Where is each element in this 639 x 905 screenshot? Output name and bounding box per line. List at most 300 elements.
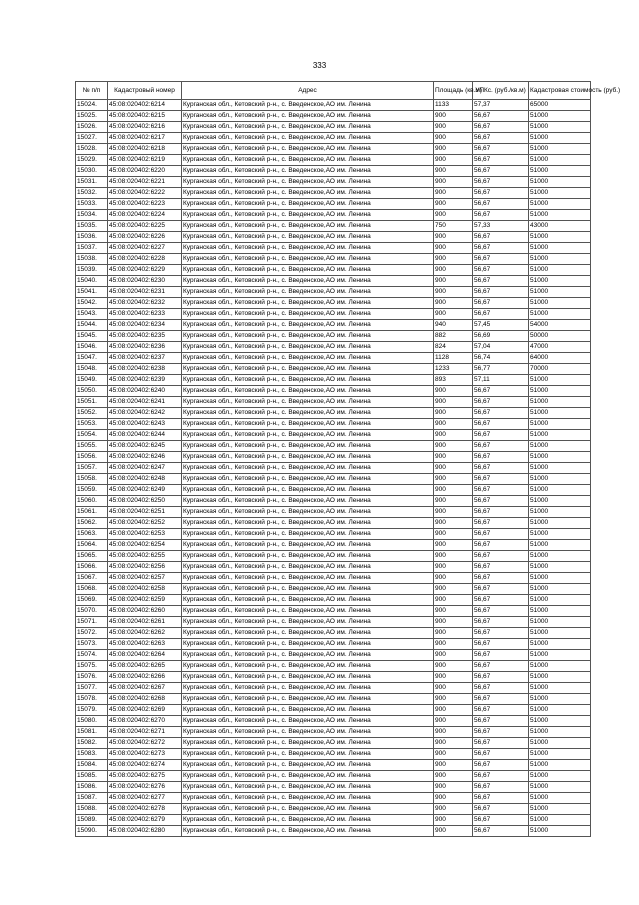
upks-cell: 56,67 (473, 584, 529, 595)
upks-cell: 56,67 (473, 496, 529, 507)
cadastral-value-cell: 65000 (529, 100, 591, 111)
address-cell: Курганская обл., Кетовский р-н., с. Введенское,АО им. Ленина (182, 716, 434, 727)
table-row (76, 452, 591, 463)
upks-cell: 56,67 (473, 419, 529, 430)
address-cell: Курганская обл., Кетовский р-н., с. Введенское,АО им. Ленина (182, 320, 434, 331)
cadastral-value-cell: 51000 (529, 430, 591, 441)
address-cell: Курганская обл., Кетовский р-н., с. Введенское,АО им. Ленина (182, 155, 434, 166)
row-num-cell: 15043. (76, 309, 108, 320)
cadastral-number-cell: 45:08:020402:6247 (108, 463, 182, 474)
row-num-cell: 15058. (76, 474, 108, 485)
cadastral-value-cell: 51000 (529, 749, 591, 760)
area-cell: 900 (434, 606, 473, 617)
address-cell: Курганская обл., Кетовский р-н., с. Введенское,АО им. Ленина (182, 221, 434, 232)
cadastral-value-cell: 51000 (529, 485, 591, 496)
cadastral-value-cell: 51000 (529, 683, 591, 694)
table-row (76, 672, 591, 683)
table-row (76, 815, 591, 826)
upks-cell: 56,67 (473, 452, 529, 463)
address-cell: Курганская обл., Кетовский р-н., с. Введенское,АО им. Ленина (182, 100, 434, 111)
address-cell: Курганская обл., Кетовский р-н., с. Введенское,АО им. Ленина (182, 254, 434, 265)
address-cell: Курганская обл., Кетовский р-н., с. Введенское,АО им. Ленина (182, 265, 434, 276)
area-cell: 900 (434, 430, 473, 441)
address-cell: Курганская обл., Кетовский р-н., с. Введенское,АО им. Ленина (182, 672, 434, 683)
table-row (76, 221, 591, 232)
row-num-cell: 15089. (76, 815, 108, 826)
cadastral-value-cell: 51000 (529, 628, 591, 639)
area-cell: 900 (434, 265, 473, 276)
cadastral-number-cell: 45:08:020402:6266 (108, 672, 182, 683)
row-num-cell: 15076. (76, 672, 108, 683)
row-num-cell: 15035. (76, 221, 108, 232)
upks-cell: 56,67 (473, 749, 529, 760)
table-row (76, 826, 591, 837)
cadastral-number-cell: 45:08:020402:6256 (108, 562, 182, 573)
address-cell: Курганская обл., Кетовский р-н., с. Введенское,АО им. Ленина (182, 331, 434, 342)
table-row (76, 364, 591, 375)
table-row (76, 144, 591, 155)
address-cell: Курганская обл., Кетовский р-н., с. Введенское,АО им. Ленина (182, 727, 434, 738)
upks-cell: 56,67 (473, 155, 529, 166)
cadastral-number-cell: 45:08:020402:6245 (108, 441, 182, 452)
area-cell: 900 (434, 661, 473, 672)
table-row (76, 342, 591, 353)
address-cell: Курганская обл., Кетовский р-н., с. Введенское,АО им. Ленина (182, 650, 434, 661)
cadastral-number-cell: 45:08:020402:6241 (108, 397, 182, 408)
row-num-cell: 15078. (76, 694, 108, 705)
area-cell: 900 (434, 793, 473, 804)
row-num-cell: 15075. (76, 661, 108, 672)
upks-cell: 56,67 (473, 628, 529, 639)
cadastral-number-cell: 45:08:020402:6280 (108, 826, 182, 837)
cadastral-value-cell: 51000 (529, 716, 591, 727)
area-cell: 900 (434, 254, 473, 265)
table-row (76, 760, 591, 771)
row-num-cell: 15088. (76, 804, 108, 815)
cadastral-number-cell: 45:08:020402:6255 (108, 551, 182, 562)
row-num-cell: 15038. (76, 254, 108, 265)
cadastral-number-cell: 45:08:020402:6267 (108, 683, 182, 694)
table-row (76, 584, 591, 595)
header-address: Адрес (182, 82, 434, 100)
row-num-cell: 15060. (76, 496, 108, 507)
table-row (76, 265, 591, 276)
cadastral-number-cell: 45:08:020402:6222 (108, 188, 182, 199)
address-cell: Курганская обл., Кетовский р-н., с. Введенское,АО им. Ленина (182, 364, 434, 375)
cadastral-value-cell: 51000 (529, 760, 591, 771)
address-cell: Курганская обл., Кетовский р-н., с. Введенское,АО им. Ленина (182, 232, 434, 243)
cadastral-number-cell: 45:08:020402:6249 (108, 485, 182, 496)
table-row (76, 100, 591, 111)
row-num-cell: 15073. (76, 639, 108, 650)
cadastral-number-cell: 45:08:020402:6229 (108, 265, 182, 276)
cadastral-number-cell: 45:08:020402:6233 (108, 309, 182, 320)
table-row (76, 474, 591, 485)
area-cell: 900 (434, 419, 473, 430)
address-cell: Курганская обл., Кетовский р-н., с. Введенское,АО им. Ленина (182, 694, 434, 705)
area-cell: 900 (434, 210, 473, 221)
cadastral-value-cell: 64000 (529, 353, 591, 364)
address-cell: Курганская обл., Кетовский р-н., с. Введенское,АО им. Ленина (182, 683, 434, 694)
row-num-cell: 15054. (76, 430, 108, 441)
area-cell: 824 (434, 342, 473, 353)
cadastral-value-cell: 51000 (529, 562, 591, 573)
cadastral-number-cell: 45:08:020402:6271 (108, 727, 182, 738)
upks-cell: 56,67 (473, 243, 529, 254)
row-num-cell: 15072. (76, 628, 108, 639)
upks-cell: 56,67 (473, 518, 529, 529)
address-cell: Курганская обл., Кетовский р-н., с. Введенское,АО им. Ленина (182, 419, 434, 430)
cadastral-number-cell: 45:08:020402:6219 (108, 155, 182, 166)
area-cell: 893 (434, 375, 473, 386)
row-num-cell: 15080. (76, 716, 108, 727)
upks-cell: 56,67 (473, 430, 529, 441)
area-cell: 900 (434, 122, 473, 133)
cadastral-value-cell: 51000 (529, 298, 591, 309)
cadastral-value-cell: 51000 (529, 243, 591, 254)
table-row (76, 441, 591, 452)
upks-cell: 56,67 (473, 716, 529, 727)
upks-cell: 56,67 (473, 573, 529, 584)
area-cell: 900 (434, 782, 473, 793)
table-row (76, 573, 591, 584)
table-row (76, 705, 591, 716)
header-cadastral-value: Кадастровая стоимость (руб.) (529, 82, 591, 100)
area-cell: 900 (434, 496, 473, 507)
row-num-cell: 15077. (76, 683, 108, 694)
address-cell: Курганская обл., Кетовский р-н., с. Введенское,АО им. Ленина (182, 210, 434, 221)
cadastral-number-cell: 45:08:020402:6215 (108, 111, 182, 122)
cadastral-number-cell: 45:08:020402:6232 (108, 298, 182, 309)
table-row (76, 804, 591, 815)
cadastral-value-cell: 51000 (529, 804, 591, 815)
table-row (76, 243, 591, 254)
upks-cell: 57,11 (473, 375, 529, 386)
upks-cell: 56,67 (473, 683, 529, 694)
cadastral-number-cell: 45:08:020402:6273 (108, 749, 182, 760)
row-num-cell: 15033. (76, 199, 108, 210)
address-cell: Курганская обл., Кетовский р-н., с. Введенское,АО им. Ленина (182, 518, 434, 529)
address-cell: Курганская обл., Кетовский р-н., с. Введенское,АО им. Ленина (182, 298, 434, 309)
table-row (76, 650, 591, 661)
cadastral-number-cell: 45:08:020402:6278 (108, 804, 182, 815)
cadastral-value-cell: 51000 (529, 694, 591, 705)
table-body (76, 100, 591, 837)
row-num-cell: 15044. (76, 320, 108, 331)
cadastral-value-cell: 51000 (529, 452, 591, 463)
row-num-cell: 15045. (76, 331, 108, 342)
cadastral-value-cell: 51000 (529, 650, 591, 661)
cadastral-value-cell: 51000 (529, 166, 591, 177)
table-row (76, 298, 591, 309)
address-cell: Курганская обл., Кетовский р-н., с. Введенское,АО им. Ленина (182, 584, 434, 595)
upks-cell: 56,67 (473, 265, 529, 276)
area-cell: 900 (434, 639, 473, 650)
row-num-cell: 15053. (76, 419, 108, 430)
cadastral-number-cell: 45:08:020402:6258 (108, 584, 182, 595)
cadastral-number-cell: 45:08:020402:6244 (108, 430, 182, 441)
area-cell: 900 (434, 826, 473, 837)
address-cell: Курганская обл., Кетовский р-н., с. Введенское,АО им. Ленина (182, 430, 434, 441)
table-row (76, 771, 591, 782)
cadastral-value-cell: 51000 (529, 496, 591, 507)
cadastral-value-cell: 51000 (529, 441, 591, 452)
address-cell: Курганская обл., Кетовский р-н., с. Введенское,АО им. Ленина (182, 760, 434, 771)
table-row (76, 353, 591, 364)
address-cell: Курганская обл., Кетовский р-н., с. Введенское,АО им. Ленина (182, 287, 434, 298)
row-num-cell: 15034. (76, 210, 108, 221)
area-cell: 900 (434, 683, 473, 694)
row-num-cell: 15052. (76, 408, 108, 419)
area-cell: 900 (434, 738, 473, 749)
area-cell: 900 (434, 573, 473, 584)
row-num-cell: 15028. (76, 144, 108, 155)
table-row (76, 166, 591, 177)
row-num-cell: 15032. (76, 188, 108, 199)
table-row (76, 551, 591, 562)
upks-cell: 56,67 (473, 562, 529, 573)
address-cell: Курганская обл., Кетовский р-н., с. Введенское,АО им. Ленина (182, 771, 434, 782)
upks-cell: 56,67 (473, 815, 529, 826)
row-num-cell: 15083. (76, 749, 108, 760)
area-cell: 900 (434, 474, 473, 485)
cadastral-value-cell: 51000 (529, 144, 591, 155)
row-num-cell: 15048. (76, 364, 108, 375)
upks-cell: 57,37 (473, 100, 529, 111)
row-num-cell: 15066. (76, 562, 108, 573)
upks-cell: 56,67 (473, 309, 529, 320)
table-row (76, 397, 591, 408)
cadastral-number-cell: 45:08:020402:6279 (108, 815, 182, 826)
cadastral-number-cell: 45:08:020402:6228 (108, 254, 182, 265)
cadastral-value-cell: 51000 (529, 188, 591, 199)
row-num-cell: 15025. (76, 111, 108, 122)
row-num-cell: 15029. (76, 155, 108, 166)
area-cell: 900 (434, 243, 473, 254)
page-number: 333 (312, 61, 327, 70)
cadastral-number-cell: 45:08:020402:6224 (108, 210, 182, 221)
table-row (76, 540, 591, 551)
cadastral-number-cell: 45:08:020402:6221 (108, 177, 182, 188)
address-cell: Курганская обл., Кетовский р-н., с. Введенское,АО им. Ленина (182, 628, 434, 639)
address-cell: Курганская обл., Кетовский р-н., с. Введенское,АО им. Ленина (182, 496, 434, 507)
header-area: Площадь (кв.м) (434, 82, 473, 100)
table-row (76, 188, 591, 199)
upks-cell: 56,67 (473, 463, 529, 474)
upks-cell: 56,67 (473, 111, 529, 122)
area-cell: 900 (434, 463, 473, 474)
upks-cell: 56,67 (473, 397, 529, 408)
row-num-cell: 15057. (76, 463, 108, 474)
address-cell: Курганская обл., Кетовский р-н., с. Введенское,АО им. Ленина (182, 177, 434, 188)
area-cell: 900 (434, 694, 473, 705)
cadastral-value-cell: 51000 (529, 419, 591, 430)
row-num-cell: 15046. (76, 342, 108, 353)
cadastral-number-cell: 45:08:020402:6217 (108, 133, 182, 144)
row-num-cell: 15050. (76, 386, 108, 397)
cadastral-value-cell: 51000 (529, 265, 591, 276)
table-row (76, 727, 591, 738)
address-cell: Курганская обл., Кетовский р-н., с. Введенское,АО им. Ленина (182, 122, 434, 133)
address-cell: Курганская обл., Кетовский р-н., с. Введенское,АО им. Ленина (182, 639, 434, 650)
upks-cell: 56,67 (473, 287, 529, 298)
table-row (76, 309, 591, 320)
upks-cell: 56,67 (473, 661, 529, 672)
cadastral-value-cell: 47000 (529, 342, 591, 353)
row-num-cell: 15068. (76, 584, 108, 595)
table-row (76, 155, 591, 166)
table-row (76, 562, 591, 573)
area-cell: 900 (434, 507, 473, 518)
cadastral-number-cell: 45:08:020402:6265 (108, 661, 182, 672)
cadastral-number-cell: 45:08:020402:6218 (108, 144, 182, 155)
upks-cell: 56,67 (473, 386, 529, 397)
area-cell: 900 (434, 540, 473, 551)
table-row (76, 331, 591, 342)
cadastral-number-cell: 45:08:020402:6254 (108, 540, 182, 551)
cadastral-value-cell: 50000 (529, 331, 591, 342)
upks-cell: 56,67 (473, 144, 529, 155)
address-cell: Курганская обл., Кетовский р-н., с. Введенское,АО им. Ленина (182, 782, 434, 793)
area-cell: 900 (434, 199, 473, 210)
address-cell: Курганская обл., Кетовский р-н., с. Введенское,АО им. Ленина (182, 595, 434, 606)
cadastral-number-cell: 45:08:020402:6274 (108, 760, 182, 771)
cadastral-value-cell: 51000 (529, 111, 591, 122)
cadastral-number-cell: 45:08:020402:6226 (108, 232, 182, 243)
upks-cell: 56,67 (473, 177, 529, 188)
row-num-cell: 15031. (76, 177, 108, 188)
row-num-cell: 15039. (76, 265, 108, 276)
upks-cell: 56,67 (473, 441, 529, 452)
upks-cell: 56,67 (473, 595, 529, 606)
cadastral-value-cell: 51000 (529, 793, 591, 804)
cadastral-value-cell: 51000 (529, 199, 591, 210)
area-cell: 900 (434, 441, 473, 452)
table-row (76, 694, 591, 705)
area-cell: 900 (434, 485, 473, 496)
area-cell: 900 (434, 133, 473, 144)
row-num-cell: 15065. (76, 551, 108, 562)
table-row (76, 463, 591, 474)
address-cell: Курганская обл., Кетовский р-н., с. Введенское,АО им. Ленина (182, 166, 434, 177)
area-cell: 900 (434, 155, 473, 166)
upks-cell: 56,74 (473, 353, 529, 364)
cadastral-number-cell: 45:08:020402:6261 (108, 617, 182, 628)
upks-cell: 56,67 (473, 199, 529, 210)
row-num-cell: 15069. (76, 595, 108, 606)
cadastral-value-cell: 51000 (529, 551, 591, 562)
table-row (76, 606, 591, 617)
row-num-cell: 15040. (76, 276, 108, 287)
upks-cell: 56,67 (473, 133, 529, 144)
cadastral-value-cell: 54000 (529, 320, 591, 331)
upks-cell: 56,67 (473, 474, 529, 485)
address-cell: Курганская обл., Кетовский р-н., с. Введенское,АО им. Ленина (182, 133, 434, 144)
table-header (76, 82, 621, 100)
cadastral-number-cell: 45:08:020402:6252 (108, 518, 182, 529)
cadastral-value-cell: 51000 (529, 815, 591, 826)
table-row (76, 639, 591, 650)
address-cell: Курганская обл., Кетовский р-н., с. Введенское,АО им. Ленина (182, 826, 434, 837)
cadastral-number-cell: 45:08:020402:6230 (108, 276, 182, 287)
table-row (76, 518, 591, 529)
row-num-cell: 15070. (76, 606, 108, 617)
cadastral-value-cell: 51000 (529, 408, 591, 419)
table-row (76, 485, 591, 496)
area-cell: 900 (434, 672, 473, 683)
cadastral-number-cell: 45:08:020402:6216 (108, 122, 182, 133)
cadastral-number-cell: 45:08:020402:6276 (108, 782, 182, 793)
row-num-cell: 15024. (76, 100, 108, 111)
row-num-cell: 15026. (76, 122, 108, 133)
table-row (76, 529, 591, 540)
cadastral-value-cell: 51000 (529, 276, 591, 287)
upks-cell: 56,67 (473, 540, 529, 551)
cadastral-value-cell: 51000 (529, 463, 591, 474)
address-cell: Курганская обл., Кетовский р-н., с. Введенское,АО им. Ленина (182, 551, 434, 562)
cadastral-number-cell: 45:08:020402:6239 (108, 375, 182, 386)
cadastral-table (75, 81, 621, 837)
area-cell: 900 (434, 276, 473, 287)
table-row (76, 386, 591, 397)
upks-cell: 56,67 (473, 793, 529, 804)
cadastral-value-cell: 51000 (529, 397, 591, 408)
area-cell: 900 (434, 386, 473, 397)
cadastral-value-cell: 51000 (529, 595, 591, 606)
table-row (76, 177, 591, 188)
address-cell: Курганская обл., Кетовский р-н., с. Введенское,АО им. Ленина (182, 408, 434, 419)
cadastral-number-cell: 45:08:020402:6242 (108, 408, 182, 419)
cadastral-number-cell: 45:08:020402:6272 (108, 738, 182, 749)
cadastral-value-cell: 51000 (529, 573, 591, 584)
upks-cell: 56,69 (473, 331, 529, 342)
upks-cell: 56,67 (473, 760, 529, 771)
address-cell: Курганская обл., Кетовский р-н., с. Введенское,АО им. Ленина (182, 573, 434, 584)
table-row (76, 496, 591, 507)
area-cell: 900 (434, 111, 473, 122)
cadastral-value-cell: 51000 (529, 518, 591, 529)
row-num-cell: 15079. (76, 705, 108, 716)
area-cell: 1133 (434, 100, 473, 111)
address-cell: Курганская обл., Кетовский р-н., с. Введенское,АО им. Ленина (182, 562, 434, 573)
cadastral-value-cell: 43000 (529, 221, 591, 232)
upks-cell: 56,67 (473, 826, 529, 837)
upks-cell: 56,67 (473, 507, 529, 518)
upks-cell: 57,04 (473, 342, 529, 353)
table-row (76, 749, 591, 760)
row-num-cell: 15090. (76, 826, 108, 837)
table-row (76, 661, 591, 672)
table-row (76, 782, 591, 793)
table-row (76, 419, 591, 430)
address-cell: Курганская обл., Кетовский р-н., с. Введенское,АО им. Ленина (182, 463, 434, 474)
cadastral-number-cell: 45:08:020402:6248 (108, 474, 182, 485)
cadastral-number-cell: 45:08:020402:6270 (108, 716, 182, 727)
cadastral-value-cell: 51000 (529, 232, 591, 243)
upks-cell: 56,67 (473, 650, 529, 661)
table-row (76, 133, 591, 144)
row-num-cell: 15081. (76, 727, 108, 738)
table-row (76, 738, 591, 749)
row-num-cell: 15087. (76, 793, 108, 804)
cadastral-value-cell: 51000 (529, 738, 591, 749)
area-cell: 1233 (434, 364, 473, 375)
cadastral-value-cell: 51000 (529, 771, 591, 782)
cadastral-value-cell: 51000 (529, 639, 591, 650)
cadastral-number-cell: 45:08:020402:6263 (108, 639, 182, 650)
area-cell: 900 (434, 551, 473, 562)
row-num-cell: 15042. (76, 298, 108, 309)
